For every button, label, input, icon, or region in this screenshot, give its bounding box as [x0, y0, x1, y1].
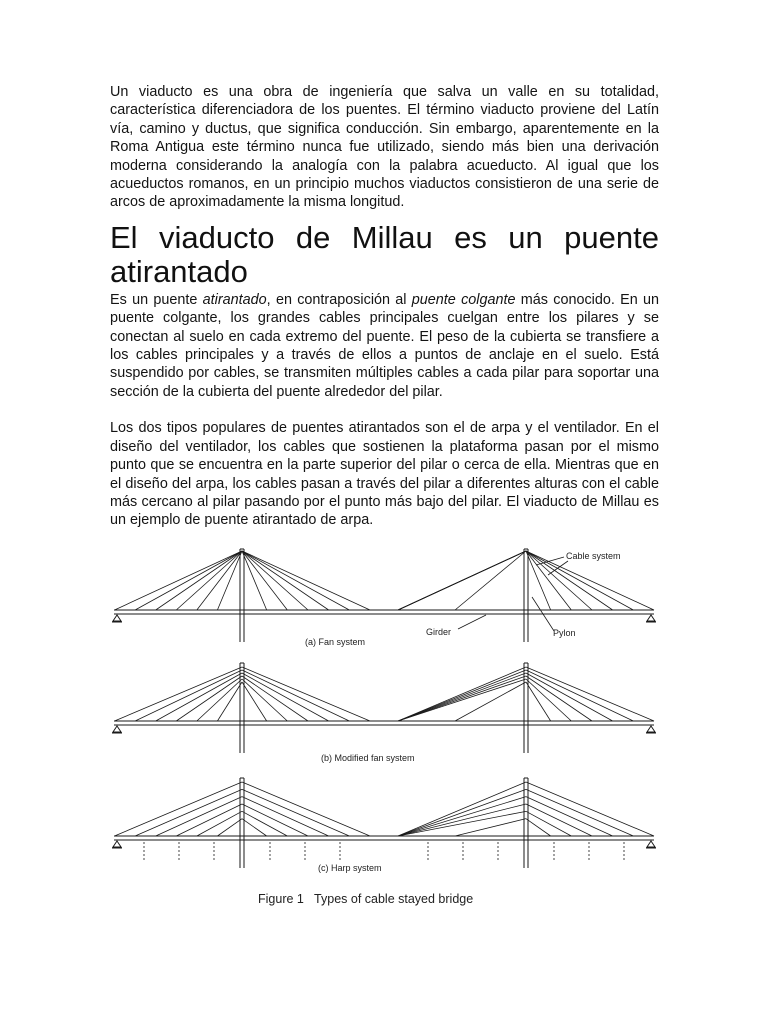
stay-cable [455, 551, 526, 610]
stay-cable [242, 797, 329, 836]
stay-cable [526, 676, 592, 721]
stay-cable [398, 797, 526, 836]
modified-fan-system-subcaption: (b) Modified fan system [321, 753, 415, 763]
bridge-types-figure [108, 545, 660, 915]
stay-cable [242, 670, 349, 721]
end-support [647, 841, 655, 847]
stay-cable [455, 682, 526, 721]
stay-cable [242, 819, 267, 836]
stay-cable [526, 551, 571, 610]
stay-cable [398, 789, 526, 836]
end-support [647, 726, 655, 732]
stay-cable [526, 782, 654, 836]
stay-cable [398, 679, 526, 721]
atirantado-paragraph [110, 291, 659, 401]
stay-cable [176, 676, 242, 721]
figure-caption: Figure 1 Types of cable stayed bridge [258, 892, 474, 906]
types-paragraph: Los dos tipos populares de puentes atirantados son el de arpa y el ventilador. En el diseño del ventilador, los cables que sostienen la plataforma pasan por el mismo punto que se encuentra en la parte superior del pilar o cerca de ella. Mientras que en el diseño del arpa, los cables pasan a través del pilar a diferentes alturas con el cable más cercano al pilar pasando por el punto más bajo del pilar. El viaducto de Millau es un ejemplo de puente atirantado de arpa. [110, 420, 659, 529]
fan-system-subcaption: (a) Fan system [305, 637, 366, 647]
stay-cable [176, 804, 242, 836]
stay-cable [526, 789, 633, 836]
stay-cable [135, 789, 242, 836]
stay-cable [526, 819, 551, 836]
stay-cable [242, 789, 349, 836]
stay-cable [526, 682, 551, 721]
text-run: , en contraposición al [266, 291, 412, 308]
stay-cable [242, 551, 308, 610]
stay-cable [526, 673, 613, 721]
section-heading: El viaducto de Millau es un puente atirantado [110, 219, 659, 289]
harp-system-subcaption: (c) Harp system [318, 863, 382, 873]
girder-leader [458, 615, 486, 629]
stay-cable [176, 551, 242, 610]
girder-label: Girder [426, 627, 452, 637]
emphasis-puente-colgante: puente colgante [411, 291, 516, 308]
stay-cable [242, 551, 349, 610]
stay-cable [115, 551, 242, 610]
text-run: Es un puente [110, 291, 203, 308]
stay-cable [115, 782, 242, 836]
stay-cable [242, 804, 308, 836]
stay-cable [135, 670, 242, 721]
bridge-diagrams [108, 545, 660, 885]
stay-cable [242, 682, 267, 721]
modified-fan-system-diagram [112, 663, 656, 753]
stay-cable [156, 673, 242, 721]
stay-cable [217, 819, 242, 836]
stay-cable [398, 551, 526, 610]
stay-cable [217, 682, 242, 721]
stay-cable [242, 551, 329, 610]
stay-cable [526, 804, 592, 836]
stay-cable [242, 676, 308, 721]
end-support [113, 726, 121, 732]
intro-paragraph: Un viaducto es una obra de ingeniería que salva un valle en su totalidad, característica diferenciadora de los puentes. El término viaducto proviene del Latín vía, camino y ductus, que significa conducción. Sin embargo, aparentemente en la Roma Antigua este término nunca fue utilizado, siendo más bien una derivación moderna considerando la analogía con la palabra acueducto. Al igual que los acueductos romanos, en un principio muchos viaductos consistieron de una serie de arcos de aproximadamente la misma longitud. [110, 84, 659, 211]
document-body [110, 83, 659, 530]
stay-cable [156, 551, 242, 610]
stay-cable [242, 673, 329, 721]
end-support [647, 615, 655, 621]
harp-system-diagram [112, 778, 656, 868]
cable-system-label: Cable system [566, 551, 621, 561]
stay-cable [398, 670, 526, 721]
stay-cable [242, 782, 370, 836]
stay-cable [526, 670, 633, 721]
stay-cable [526, 797, 613, 836]
stay-cable [242, 551, 287, 610]
stay-cable [242, 551, 370, 610]
end-support [113, 615, 121, 621]
stay-cable [156, 797, 242, 836]
stay-cable [398, 676, 526, 721]
stay-cable [197, 551, 242, 610]
text-run: más conocido. En un puente colgante, los grandes cables principales cuelgan entre los pilares y se conectan al suelo en cada extremo del puente. El peso de la cubierta se transfiere a los cables principales y a través de ellos a puntos de anclaje en el suelo. Está suspendido por cables, se transmiten múltiples cables a cada pilar para soportar una sección de la cubierta del puente alrededor del pilar. [110, 291, 660, 400]
stay-cable [398, 667, 526, 721]
end-support [113, 841, 121, 847]
stay-cable [398, 673, 526, 721]
stay-cable [135, 551, 242, 610]
emphasis-atirantado: atirantado [202, 291, 267, 308]
stay-cable [455, 819, 526, 836]
pylon-label: Pylon [553, 628, 576, 638]
